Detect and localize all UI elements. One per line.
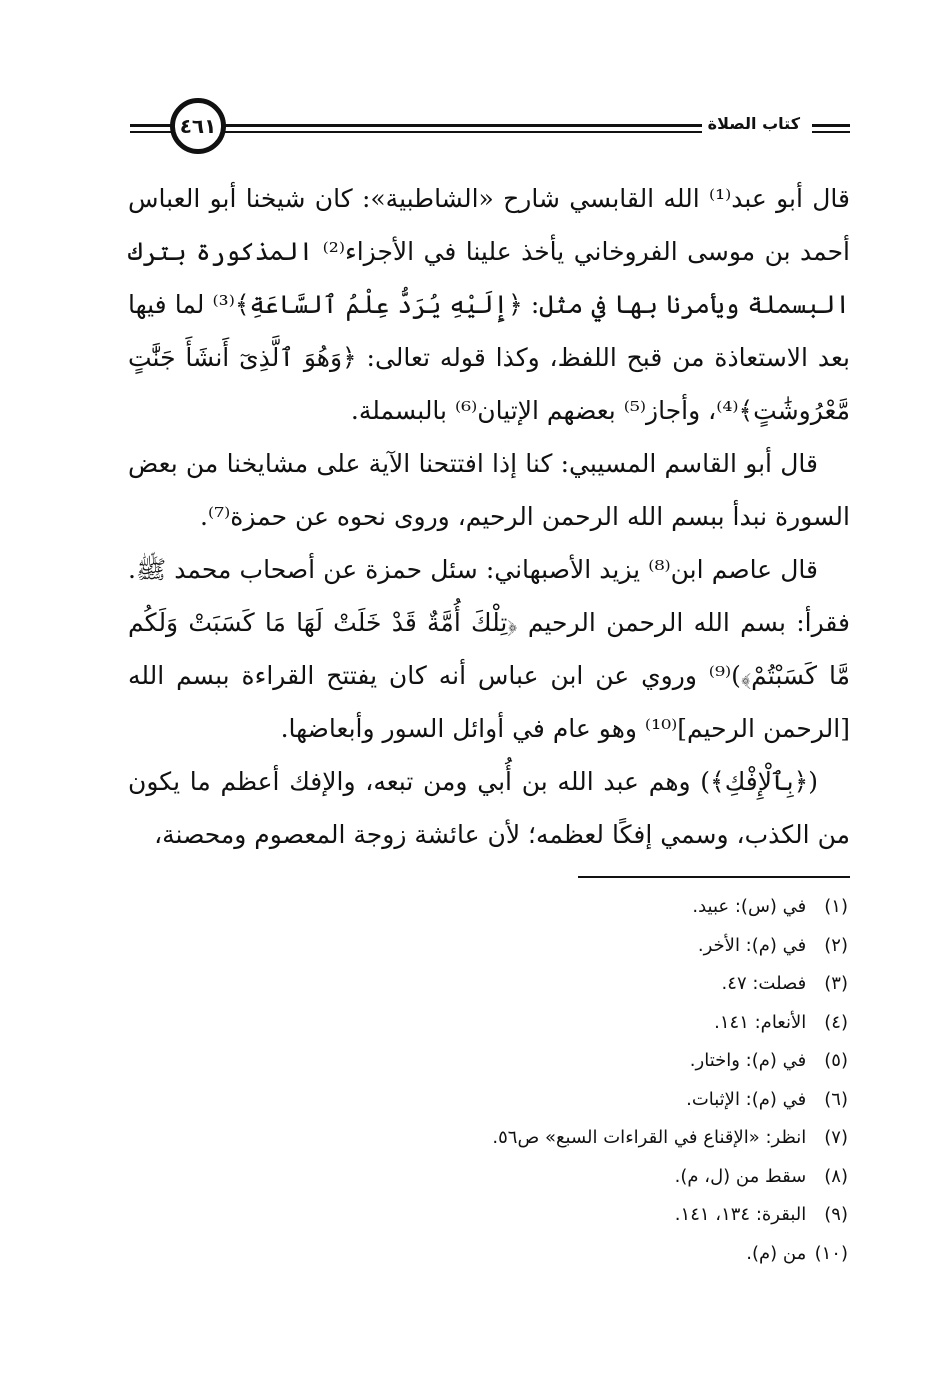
footnote-text: انظر: «الإقناع في القراءات السبع» ص٥٦. <box>492 1127 807 1148</box>
footnote-separator <box>578 876 850 878</box>
footnote-number: (١٠) <box>814 1242 848 1264</box>
footnote-item <box>300 1004 848 1043</box>
footnotes-list <box>300 888 848 1273</box>
footnote-text: في (م): واختار. <box>689 1050 807 1071</box>
paragraph-2: قال أبو القاسم المسيبي: كنا إذا افتتحنا الآية على مشايخنا من بعض السورة نبدأ ببسم الله الرحمن الرحيم، وروى نحوه عن حمزة⁽⁷⁾. <box>128 449 850 531</box>
footnote-number: (٣) <box>824 973 848 994</box>
footnote-text: الأنعام: ١٤١. <box>714 1011 807 1033</box>
header-rule <box>222 124 730 127</box>
header-rule <box>812 131 850 133</box>
footnote-number: (٨) <box>824 1165 848 1187</box>
paragraph-4: (﴿بِٱلْإِفْكِ﴾) وهم عبد الله بن أُبي ومن تبعه، والإفك أعظم ما يكون من الكذب، وسمي إفكًا لعظمه؛ لأن عائشة زوجة المعصوم ومحصنة، <box>128 767 850 849</box>
main-text <box>128 172 850 861</box>
footnote-item <box>300 927 848 966</box>
header-rule <box>222 131 730 133</box>
footnote-text: في (م): الأخر. <box>697 934 807 956</box>
running-title: كتاب الصلاة <box>702 114 806 133</box>
footnote-number: (٤) <box>824 1011 848 1033</box>
footnote-item <box>300 965 848 1004</box>
footnote-number: (٥) <box>824 1050 848 1071</box>
footnote-number: (٩) <box>824 1204 848 1225</box>
footnote-text: في (س): عبيد. <box>692 896 807 917</box>
footnote-number: (٦) <box>824 1088 848 1110</box>
footnote-text: البقرة: ١٣٤، ١٤١. <box>674 1204 807 1225</box>
footnote-item <box>300 1119 848 1158</box>
footnote-number: (٧) <box>824 1127 848 1148</box>
footnote-text: سقط من (ل، م). <box>674 1165 807 1187</box>
footnote-item <box>300 1081 848 1120</box>
footnote-item <box>300 1196 848 1235</box>
footnote-text: فصلت: ٤٧. <box>721 973 807 994</box>
footnote-item <box>300 1235 848 1274</box>
paragraph-3: قال عاصم ابن⁽⁸⁾ يزيد الأصبهاني: سئل حمزة عن أصحاب محمد ﷺ. فقرأ: بسم الله الرحمن الرحيم ﴿تِلْكَ أُمَّةٌ قَدْ خَلَتْ لَهَا مَا كَسَبَتْ وَلَكُم مَّا كَسَبْتُمْ﴾)⁽⁹⁾ وروي عن ابن عباس أنه كان يفتتح القراءة ببسم الله [الرحمن الرحيم]⁽¹⁰⁾ وهو عام في أوائل السور وأبعاضها. <box>128 555 850 743</box>
footnote-text: من (م). <box>746 1242 807 1264</box>
header-rule <box>130 124 172 127</box>
footnote-item <box>300 1042 848 1081</box>
header-rule <box>130 131 172 133</box>
footnote-text: في (م): الإثبات. <box>686 1088 807 1110</box>
footnote-number: (١) <box>824 896 848 917</box>
header-rule <box>812 124 850 127</box>
footnote-item <box>300 888 848 927</box>
page-header <box>130 98 850 162</box>
footnote-number: (٢) <box>824 934 848 956</box>
footnote-item <box>300 1158 848 1197</box>
page-number: ٤٦١ <box>170 98 226 154</box>
paragraph-1: قال أبو عبد⁽¹⁾ الله القابسي شارح «الشاطبية»: كان شيخنا أبو العباس أحمد بن موسى الفروخاني يأخذ علينا في الأجزاء⁽²⁾ المذكورة بترك البسملة ويأمرنا بها في مثل: ﴿إِلَيْهِ يُرَدُّ عِلْمُ ٱلسَّاعَةِ﴾⁽³⁾ لما فيها بعد الاستعاذة من قبح اللفظ، وكذا قوله تعالى: ﴿وَهُوَ ٱلَّذِىٓ أَنشَأَ جَنَّٰتٍ مَّعْرُوشَٰتٍ﴾⁽⁴⁾، وأجاز⁽⁵⁾ بعضهم الإتيان⁽⁶⁾ بالبسملة. <box>128 184 850 425</box>
